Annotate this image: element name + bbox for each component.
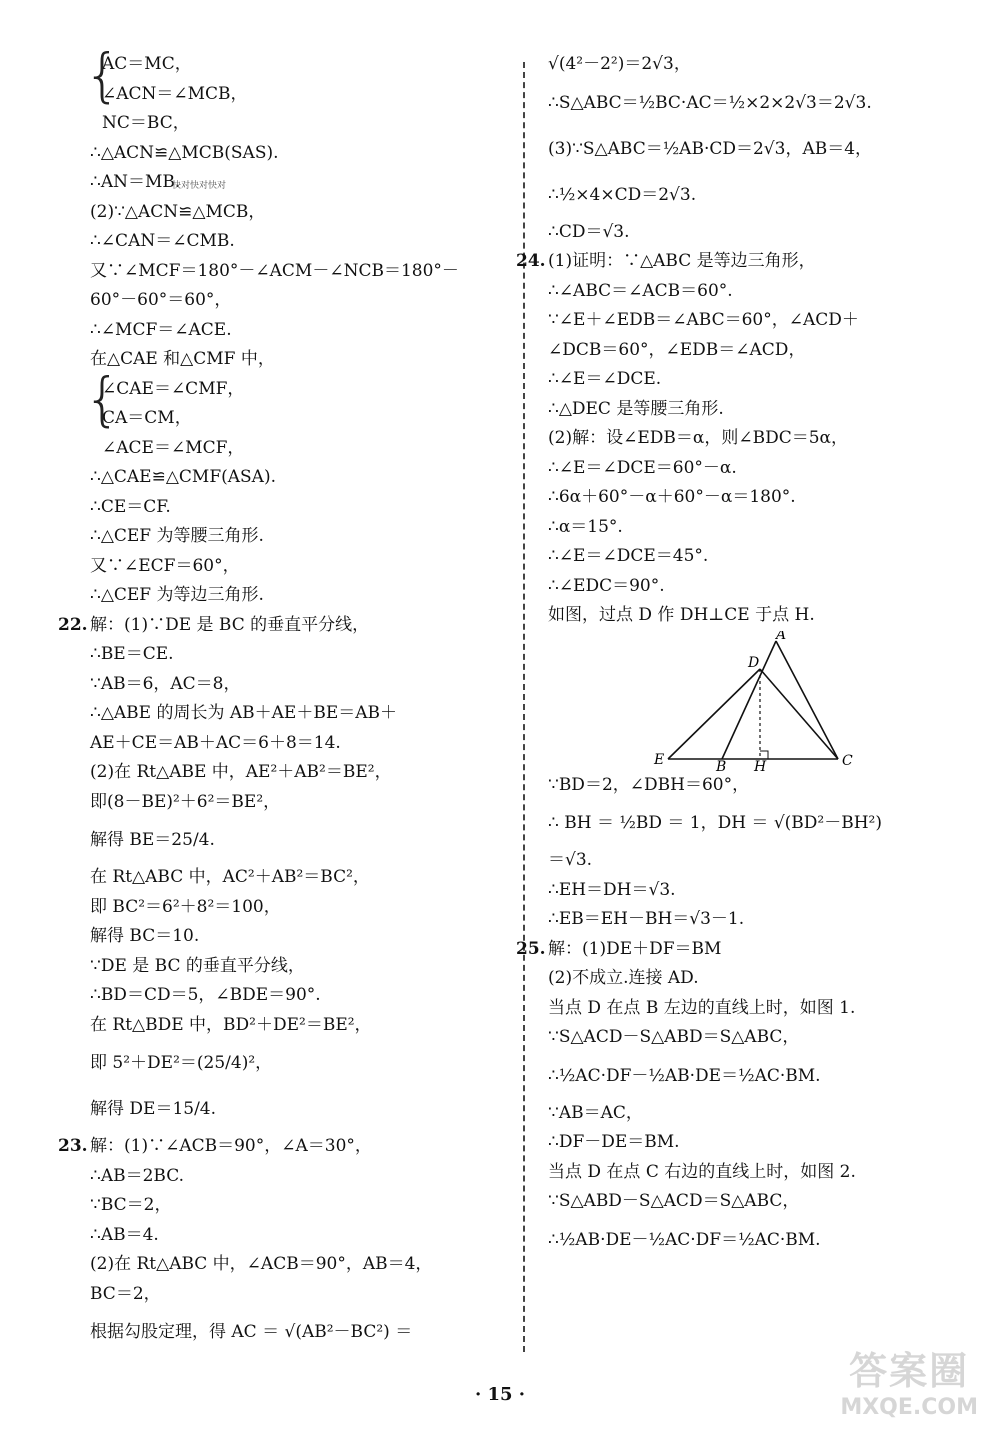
label-H: H <box>754 758 767 771</box>
text-line: ∴EH＝DH＝√3. <box>548 879 676 900</box>
question-number: 25. <box>516 938 546 959</box>
text-line: BC＝2， <box>90 1283 161 1304</box>
text-line: ∵BD＝2，∠DBH＝60°， <box>548 774 750 795</box>
text-line: 即 5²＋DE²＝(25/4)²， <box>90 1053 273 1073</box>
text-line: AE＋CE＝AB＋AC＝6＋8＝14. <box>90 732 341 753</box>
right-angle-mark <box>760 751 768 759</box>
question-24: 24. (1)证明：∵△ABC 是等边三角形， <box>516 247 968 277</box>
text-line: ∴AB＝4. <box>90 1224 159 1245</box>
text-line: ∵DE 是 BC 的垂直平分线， <box>90 955 305 976</box>
label-A: A <box>776 630 787 643</box>
text-line: ∴AB＝2BC. <box>90 1165 185 1186</box>
text-line: ∵BC＝2， <box>90 1195 172 1215</box>
text-line: 解得 DE＝15/4. <box>90 1099 217 1119</box>
text-line: (2)解：设∠EDB＝α，则∠BDC＝5α， <box>548 428 849 448</box>
text-line: ∴DF－DE＝BM. <box>548 1132 680 1152</box>
brace-symbol: { <box>84 365 121 433</box>
question-number: 23. <box>58 1136 88 1156</box>
page-number: · 15 · <box>474 1384 526 1405</box>
question-25: 25. 解：(1)DE＋DF＝BM <box>516 935 968 965</box>
text-line: ∴EB＝EH－BH＝√3－1. <box>548 909 745 929</box>
right-column <box>516 50 968 1263</box>
text-line: √(4²－2²)＝2√3， <box>548 54 691 74</box>
text-line: ∴BE＝CE. <box>90 644 174 664</box>
text-line: ∴∠MCF＝∠ACE. <box>90 319 232 340</box>
text-line: ∠ACE＝∠MCF， <box>102 437 245 458</box>
text-line: ∵AB＝6，AC＝8， <box>90 673 241 694</box>
text-line: ∵S△ABD－S△ACD＝S△ABC， <box>548 1191 800 1211</box>
text-line: (2)在 Rt△ABC 中，∠ACB＝90°，AB＝4， <box>90 1254 433 1274</box>
text-line: 在 Rt△ABC 中，AC²＋AB²＝BC²， <box>90 867 370 887</box>
text-line: ∴∠E＝∠DCE＝60°－α. <box>548 457 737 478</box>
text-line: 60°－60°＝60°， <box>90 290 232 310</box>
text-line: ∴∠CAN＝∠CMB. <box>90 231 235 251</box>
text-line: 即(8－BE)²＋6²＝BE²， <box>90 791 281 812</box>
text-line: 解得 BC＝10. <box>90 926 200 946</box>
text-line: (2)在 Rt△ABE 中，AE²＋AB²＝BE²， <box>90 762 392 782</box>
watermark-logo-text: 答案圈 <box>849 1349 970 1393</box>
handwritten-scribble: 快对快对快对 <box>172 181 227 191</box>
text-line: ∴CE＝CF. <box>90 496 171 517</box>
text-line: ∴△CAE≌△CMF(ASA). <box>90 467 276 487</box>
question-number: 24. <box>516 251 546 271</box>
text-line: (2)∵△ACN≌△MCB， <box>90 201 266 222</box>
text-line: 即 BC²＝6²＋8²＝100， <box>90 896 281 917</box>
question-23: 23. 解：(1)∵∠ACB＝90°，∠A＝30°， <box>58 1132 510 1162</box>
text-line: 解得 BE＝25/4. <box>90 830 215 850</box>
brace-symbol: { <box>84 41 121 109</box>
text-line: 在△CAE 和△CMF 中， <box>90 349 275 369</box>
text-line: ∴△ABE 的周长为 AB＋AE＋BE＝AB＋ <box>90 703 398 723</box>
text-line: 根据勾股定理，得 AC ＝ √(AB²－BC²) ＝ <box>90 1322 413 1342</box>
text-line: ∴∠E＝∠DCE＝45°. <box>548 546 709 566</box>
text-line: ∴α＝15°. <box>548 516 623 537</box>
text-line: ∴△CEF 为等边三角形. <box>90 585 264 605</box>
text-line: NC＝BC， <box>102 113 190 133</box>
text-line: (3)∵S△ABC＝½AB·CD＝2√3，AB＝4， <box>548 138 873 159</box>
text-line: 在 Rt△BDE 中，BD²＋DE²＝BE²， <box>90 1014 372 1035</box>
left-column <box>58 41 510 1355</box>
label-E: E <box>654 751 665 768</box>
text-line: ＝√3. <box>548 850 593 870</box>
text-line: ∴∠ABC＝∠ACB＝60°. <box>548 280 733 301</box>
segment-AC <box>776 641 838 759</box>
text-line: ∠ACN＝∠MCB， <box>102 83 248 104</box>
text-line: 又∵∠MCF＝180°－∠ACM－∠NCB＝180°－ <box>90 260 459 281</box>
text-line: ∠DCB＝60°，∠EDB＝∠ACD， <box>548 339 806 360</box>
text-line: ∴S△ABC＝½BC·AC＝½×2×2√3＝2√3. <box>548 92 872 113</box>
watermark-url: MXQE.COM <box>840 1395 978 1420</box>
watermark <box>840 1340 978 1420</box>
question-number: 22. <box>58 614 88 635</box>
text-line: AC＝MC， <box>102 54 192 74</box>
text-line: ∴½AB·DE－½AC·DF＝½AC·BM. <box>548 1229 821 1250</box>
text-line: ∴AN＝MB. 快对快对快对 <box>90 168 510 198</box>
text-line: ∴½AC·DF－½AB·DE＝½AC·BM. <box>548 1065 821 1086</box>
text-line: 当点 D 在点 C 右边的直线上时，如图 2. <box>548 1161 856 1182</box>
label-C: C <box>842 752 853 769</box>
text-line: ∴CD＝√3. <box>548 221 630 242</box>
text-line: 如图，过点 D 作 DH⊥CE 于点 H. <box>548 605 815 625</box>
text-line: (2)不成立.连接 AD. <box>548 968 699 988</box>
segment-ED <box>668 669 760 759</box>
text-line: ∴∠E＝∠DCE. <box>548 369 662 389</box>
triangle-figure <box>578 631 968 771</box>
label-D: D <box>748 654 760 671</box>
label-B: B <box>716 758 727 771</box>
text-line: ∵S△ACD－S△ABD＝S△ABC， <box>548 1027 800 1047</box>
text-line: ∵AB＝AC， <box>548 1102 643 1123</box>
text-line: ∠CAE＝∠CMF， <box>102 378 245 399</box>
text-line: 又∵∠ECF＝60°， <box>90 555 240 576</box>
triangle-diagram <box>578 631 878 771</box>
segment-DC <box>760 669 838 759</box>
text-line: ∴½×4×CD＝2√3. <box>548 184 697 205</box>
text-line: ∴ BH ＝ ½BD ＝ 1，DH ＝ √(BD²－BH²) <box>548 813 882 833</box>
text-line: ∴BD＝CD＝5，∠BDE＝90°. <box>90 985 321 1005</box>
question-22: 22. 解：(1)∵DE 是 BC 的垂直平分线， <box>58 611 510 641</box>
text-line: ∴△ACN≌△MCB(SAS). <box>90 142 279 163</box>
text-line: ∴△DEC 是等腰三角形. <box>548 398 724 419</box>
text-line: 当点 D 在点 B 左边的直线上时，如图 1. <box>548 997 856 1018</box>
text-line: ∵∠E＋∠EDB＝∠ABC＝60°，∠ACD＋ <box>548 310 859 330</box>
text-line: ∴6α＋60°－α＋60°－α＝180°. <box>548 487 796 507</box>
text-line: ∴∠EDC＝90°. <box>548 575 665 596</box>
text-line: ∴△CEF 为等腰三角形. <box>90 526 264 546</box>
text-line: CA＝CM， <box>102 408 192 428</box>
